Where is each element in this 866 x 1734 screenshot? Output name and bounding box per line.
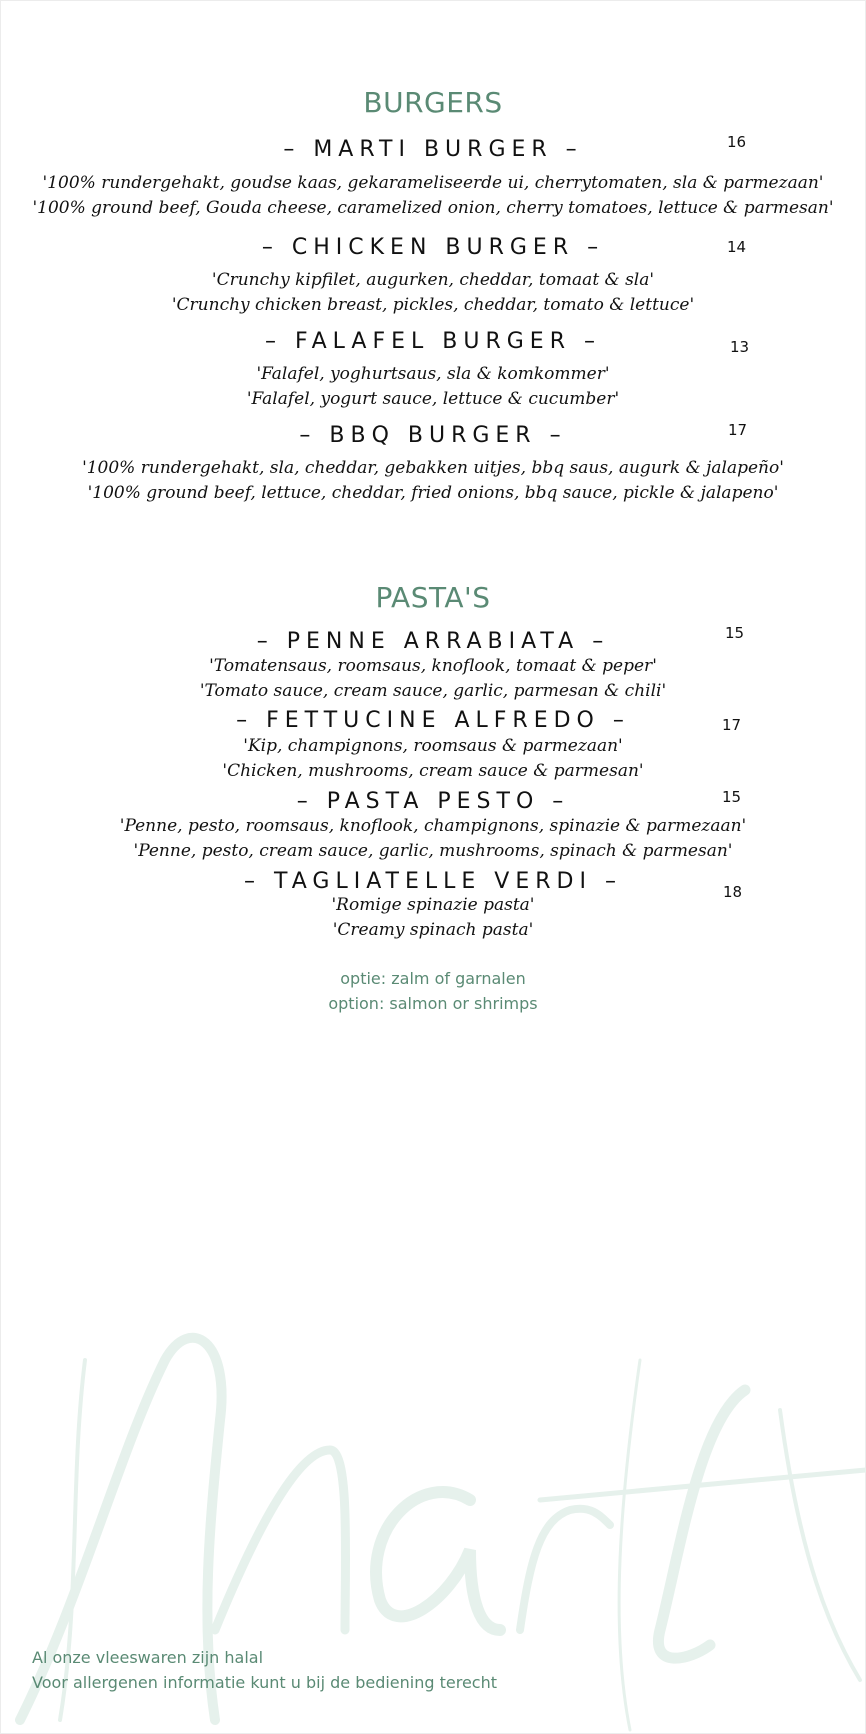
chicken-burger-name: – CHICKEN BURGER – [261,235,605,260]
falafel-burger-name: – FALAFEL BURGER – [264,329,601,354]
tagliatelle-verdi-name: – TAGLIATELLE VERDI – [244,869,622,894]
falafel-burger-desc-nl: 'Falafel, yoghurtsaus, sla & komkommer' [256,364,610,384]
pasta-pesto-desc-nl: 'Penne, pesto, roomsaus, knoflook, champignons, spinazie & parmezaan' [119,816,747,836]
fettucine-alfredo-desc-en: 'Chicken, mushrooms, cream sauce & parmesan' [222,761,644,781]
tagliatelle-verdi-desc-en: 'Creamy spinach pasta' [332,920,534,940]
fettucine-alfredo-desc-nl: 'Kip, champignons, roomsaus & parmezaan' [243,736,623,756]
fettucine-alfredo-name: – FETTUCINE ALFREDO – [236,708,630,733]
falafel-burger-desc-en: 'Falafel, yogurt sauce, lettuce & cucumber' [246,389,620,409]
pasta-option-en: option: salmon or shrimps [328,994,538,1013]
tagliatelle-verdi-desc-nl: 'Romige spinazie pasta' [331,895,535,915]
chicken-burger-desc-nl: 'Crunchy kipfilet, augurken, cheddar, tomaat & sla' [211,270,655,290]
falafel-burger-price: 13 [730,338,750,356]
burgers-title: BURGERS [363,86,503,119]
footer-halal-note: Al onze vleeswaren zijn halal [32,1648,264,1667]
pasta-pesto-desc-en: 'Penne, pesto, cream sauce, garlic, mushrooms, spinach & parmesan' [133,841,733,861]
chicken-burger-price: 14 [727,238,747,256]
pastas-title: PASTA'S [375,581,491,614]
penne-arrabiata-name: – PENNE ARRABIATA – [256,629,610,654]
penne-arrabiata-desc-en: 'Tomato sauce, cream sauce, garlic, parmesan & chili' [199,681,667,701]
footer-allergen-note: Voor allergenen informatie kunt u bij de bediening terecht [32,1673,498,1692]
tagliatelle-verdi-price: 18 [723,883,743,901]
penne-arrabiata-price: 15 [725,624,745,642]
penne-arrabiata-desc-nl: 'Tomatensaus, roomsaus, knoflook, tomaat & peper' [209,656,657,676]
bbq-burger-desc-en: '100% ground beef, lettuce, cheddar, fried onions, bbq sauce, pickle & jalapeno' [87,483,779,503]
bbq-burger-price: 17 [728,421,748,439]
marti-burger-desc-nl: '100% rundergehakt, goudse kaas, gekarameliseerde ui, cherrytomaten, sla & parmezaan' [42,173,824,193]
marti-burger-price: 16 [727,133,747,151]
marti-burger-desc-en: '100% ground beef, Gouda cheese, caramelized onion, cherry tomatoes, lettuce & parmesan' [32,198,834,218]
pasta-pesto-name: – PASTA PESTO – [296,789,570,814]
fettucine-alfredo-price: 17 [722,716,742,734]
bbq-burger-name: – BBQ BURGER – [299,423,567,448]
pasta-option-nl: optie: zalm of garnalen [340,969,526,988]
chicken-burger-desc-en: 'Crunchy chicken breast, pickles, cheddar, tomato & lettuce' [171,295,695,315]
pasta-pesto-price: 15 [722,788,742,806]
bbq-burger-desc-nl: '100% rundergehakt, sla, cheddar, gebakken uitjes, bbq saus, augurk & jalapeño' [82,458,784,478]
marti-burger-name: – MARTI BURGER – [283,137,583,162]
